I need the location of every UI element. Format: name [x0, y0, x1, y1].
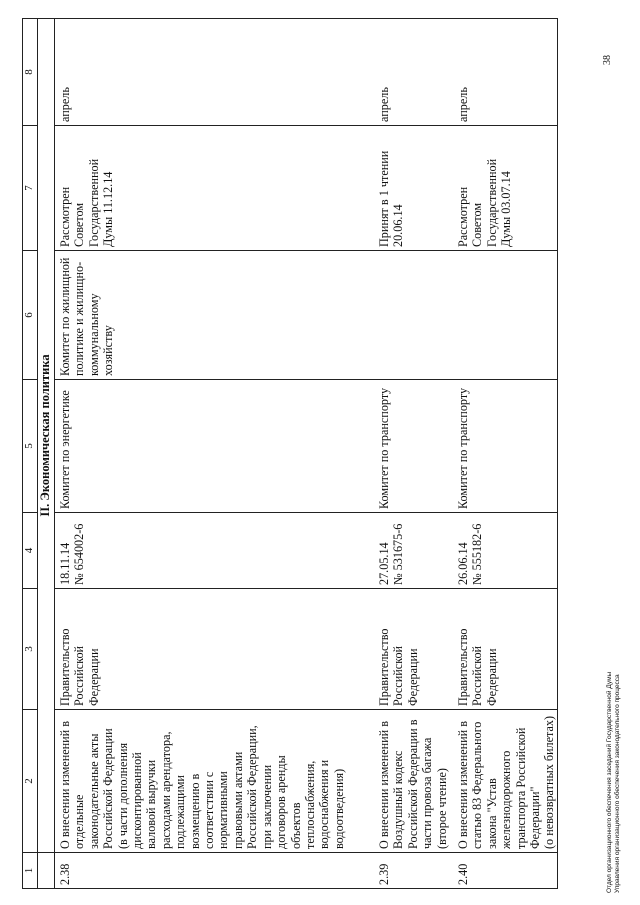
- page-number: 38: [602, 55, 613, 65]
- responsible-committee: Комитет по транспорту: [456, 387, 470, 509]
- section-row: [38, 19, 55, 889]
- footer-note: [606, 672, 622, 893]
- column-header: 5: [23, 380, 38, 513]
- table-row: [453, 19, 558, 889]
- bill-status: Рассмотрен Советом Государственной Думы 03.07.14: [456, 158, 514, 247]
- footer-line: Отдел организационного обеспечения заседаний Государственной Думы: [606, 671, 613, 893]
- column-header: 4: [23, 513, 38, 589]
- column-header: 3: [23, 589, 38, 710]
- column-header-row: [23, 19, 38, 889]
- responsible-committee: Комитет по транспорту: [377, 387, 391, 509]
- footer-line: Управления организационного обеспечения законодательного процесса: [614, 674, 621, 893]
- planned-month: апрель: [58, 87, 72, 122]
- section-spacer: [38, 853, 55, 889]
- row-number: 2.39: [377, 863, 391, 885]
- bill-author: Правительство Российской Федерации: [377, 628, 420, 706]
- bill-author: Правительство Российской Федерации: [58, 628, 101, 706]
- planned-month: апрель: [377, 87, 391, 122]
- table-row: [55, 19, 375, 889]
- bill-author: Правительство Российской Федерации: [456, 628, 499, 706]
- table-row: [374, 19, 453, 889]
- bill-date-number: 18.11.14 № 654002-6: [58, 523, 87, 585]
- section-title: II. Экономическая политика: [38, 19, 55, 853]
- co-executor-committee: Комитет по жилищной политике и жилищно- коммунальному хозяйству: [58, 257, 116, 376]
- bills-table: [22, 18, 558, 889]
- bill-status: Принят в 1 чтении 20.06.14: [377, 150, 406, 247]
- row-number: 2.40: [456, 863, 470, 885]
- bill-date-number: 26.06.14 № 555182-6: [456, 523, 485, 585]
- row-number: 2.38: [58, 863, 72, 885]
- bill-title: О внесении изменений в статью 83 Федерального закона "Устав железнодорожного транспорта Российской Федерации" (о невозвратных билетах): [456, 715, 557, 849]
- planned-month: апрель: [456, 87, 470, 122]
- column-header: 1: [23, 853, 38, 889]
- bill-status: Рассмотрен Советом Государственной Думы 11.12.14: [58, 158, 116, 247]
- bill-title: О внесении изменений в Воздушный кодекс Российской Федерации в части провоза багажа (второе чтение): [377, 719, 449, 849]
- bill-title: О внесении изменений в отдельные законодательные акты Российской Федерации (в части дополнения дисконтированной валовой выручки расходами арендатора, подлежащими возмещению в соответствии с нормативными правовыми актами Российской Федерации, при заключении договоров аренды объектов теплоснабжения, водоснабжения и водоотведения): [58, 720, 346, 849]
- column-header: 7: [23, 126, 38, 251]
- bill-date-number: 27.05.14 № 531675-6: [377, 523, 406, 585]
- column-header: 8: [23, 19, 38, 126]
- responsible-committee: Комитет по энергетике: [58, 390, 72, 509]
- column-header: 2: [23, 710, 38, 853]
- column-header: 6: [23, 251, 38, 380]
